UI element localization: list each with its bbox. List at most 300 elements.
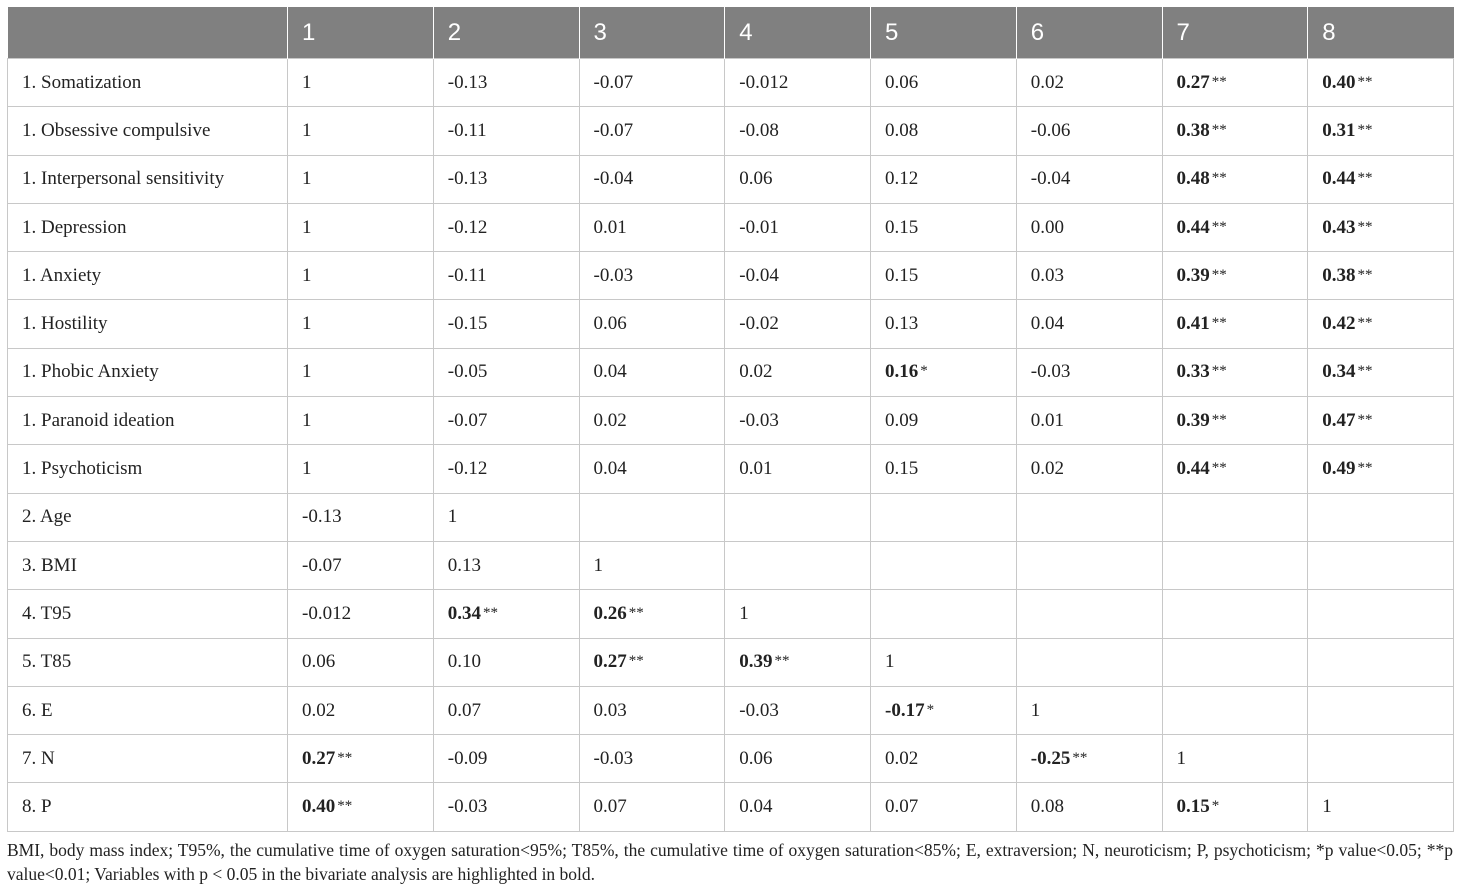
table-body (8, 59, 1454, 832)
table-footnote: BMI, body mass index; T95%, the cumulative time of oxygen saturation<95%; T85%, the cumulative time of oxygen saturation<85%; E, extraversion; N, neuroticism; P, psychoticism; *p value<0.05; **p value<0.01; Variables with p < 0.05 in the bivariate analysis are highlighted in bold. (7, 840, 1453, 884)
header-cell-col-4: 4 (725, 7, 871, 59)
cell-value: -0.06 (1030, 119, 1071, 141)
table-cell (1162, 300, 1308, 348)
cell-value: 0.34 (1322, 361, 1356, 383)
table-cell (433, 541, 579, 589)
significance-marker: ** (774, 653, 790, 670)
significance-marker: ** (483, 604, 498, 621)
cell-value: 0.12 (885, 168, 919, 190)
cell-value: 0.15 (885, 216, 919, 238)
table-cell (288, 590, 434, 638)
cell-value: -0.07 (302, 554, 342, 576)
row-label: 1. Depression (8, 203, 288, 251)
row-label: 6. E (8, 686, 288, 734)
table-cell (1308, 59, 1454, 107)
cell-value: 0.02 (1030, 458, 1064, 480)
table-cell (871, 59, 1017, 107)
cell-value: -0.012 (302, 602, 352, 624)
row-label: 8. P (8, 783, 288, 831)
cell-value: 0.04 (593, 361, 627, 383)
cell-value: 0.38 (1176, 119, 1210, 141)
table-cell (871, 348, 1017, 396)
table-cell (433, 686, 579, 734)
cell-value: -0.12 (447, 458, 488, 480)
cell-value: 1 (302, 313, 312, 335)
cell-value: 1 (302, 264, 312, 286)
table-cell (579, 107, 725, 155)
cell-value: -0.04 (593, 168, 634, 190)
cell-value: 0.09 (885, 409, 919, 431)
cell-value: -0.13 (447, 168, 488, 190)
table-cell (871, 783, 1017, 831)
table-row (8, 397, 1454, 445)
cell-value: -0.17 (885, 699, 925, 721)
significance-marker: ** (1357, 411, 1373, 428)
row-label: 1. Paranoid ideation (8, 397, 288, 445)
table-cell (1162, 203, 1308, 251)
row-label: 1. Obsessive compulsive (8, 107, 288, 155)
table-cell (288, 155, 434, 203)
table-cell (725, 493, 871, 541)
significance-marker: ** (1357, 170, 1373, 187)
table-cell (1308, 590, 1454, 638)
table-cell (1308, 300, 1454, 348)
cell-value: 0.07 (593, 796, 627, 818)
cell-value: 1 (1176, 747, 1186, 769)
table-cell (1016, 590, 1162, 638)
significance-marker: ** (1211, 170, 1227, 187)
header-cell-col-8: 8 (1308, 7, 1454, 59)
cell-value: -0.03 (593, 747, 634, 769)
table-cell (871, 686, 1017, 734)
cell-value: 0.15 (1176, 796, 1210, 818)
cell-value: 0.04 (1030, 313, 1064, 335)
table-cell (579, 252, 725, 300)
table-row (8, 638, 1454, 686)
row-label: 1. Psychoticism (8, 445, 288, 493)
table-cell (579, 638, 725, 686)
table-cell (433, 735, 579, 783)
significance-marker: ** (1357, 315, 1373, 332)
cell-value: 1 (447, 506, 458, 528)
cell-value: -0.13 (447, 71, 488, 93)
header-cell-col-5: 5 (871, 7, 1017, 59)
table-cell (579, 397, 725, 445)
table-cell (1016, 252, 1162, 300)
cell-value: 0.44 (1176, 458, 1210, 480)
table-cell (1016, 493, 1162, 541)
cell-value: 0.27 (593, 651, 627, 673)
table-cell (1016, 397, 1162, 445)
table-cell (1308, 252, 1454, 300)
cell-value: 1 (302, 361, 312, 383)
table-cell (579, 59, 725, 107)
table-cell (288, 783, 434, 831)
table-cell (288, 686, 434, 734)
table-cell (579, 300, 725, 348)
cell-value: -0.03 (593, 264, 634, 286)
table-cell (871, 445, 1017, 493)
significance-marker: * (1211, 798, 1220, 815)
cell-value: 0.42 (1322, 313, 1356, 335)
table-row (8, 203, 1454, 251)
table-cell (725, 686, 871, 734)
table-cell (725, 300, 871, 348)
table-cell (1308, 783, 1454, 831)
table-row (8, 493, 1454, 541)
table-cell (1308, 445, 1454, 493)
cell-value: -0.03 (447, 796, 488, 818)
cell-value: 1 (1322, 796, 1332, 818)
table-cell (433, 300, 579, 348)
cell-value: -0.13 (302, 506, 342, 528)
significance-marker: ** (1357, 363, 1373, 380)
cell-value: 0.01 (593, 216, 627, 238)
table-cell (433, 783, 579, 831)
table-cell (871, 252, 1017, 300)
table-cell (288, 252, 434, 300)
table-cell (1308, 493, 1454, 541)
cell-value: 0.39 (1176, 409, 1210, 431)
significance-marker: ** (628, 653, 644, 670)
significance-marker: ** (1357, 73, 1373, 90)
cell-value: 1 (302, 409, 312, 431)
table-cell (871, 590, 1017, 638)
cell-value: 0.27 (302, 747, 336, 769)
table-cell (725, 203, 871, 251)
cell-value: 0.15 (885, 264, 919, 286)
cell-value: 0.02 (593, 409, 627, 431)
cell-value: 0.16 (885, 361, 919, 383)
cell-value: 0.03 (1030, 264, 1064, 286)
cell-value: 0.07 (447, 699, 481, 721)
table-row (8, 348, 1454, 396)
table-cell (579, 155, 725, 203)
table-cell (433, 155, 579, 203)
significance-marker: ** (1211, 363, 1227, 380)
cell-value: -0.11 (447, 119, 487, 141)
cell-value: 0.08 (885, 119, 919, 141)
table-cell (433, 252, 579, 300)
cell-value: 0.44 (1176, 216, 1210, 238)
significance-marker: ** (1211, 73, 1227, 90)
cell-value: 0.39 (1176, 264, 1210, 286)
table-cell (1308, 155, 1454, 203)
table-header (8, 7, 1454, 59)
cell-value: 0.04 (739, 796, 773, 818)
significance-marker: ** (1211, 121, 1227, 138)
header-cell-col-2: 2 (433, 7, 579, 59)
table-cell (1016, 735, 1162, 783)
significance-marker: ** (1211, 315, 1227, 332)
table-cell (1016, 203, 1162, 251)
cell-value: -0.03 (1030, 361, 1071, 383)
table-cell (1162, 541, 1308, 589)
cell-value: 1 (302, 168, 312, 190)
cell-value: -0.02 (739, 313, 779, 335)
table-row (8, 155, 1454, 203)
table-row (8, 541, 1454, 589)
table-cell (1016, 155, 1162, 203)
table-cell (871, 493, 1017, 541)
correlation-table-container (7, 7, 1453, 832)
cell-value: 1 (302, 71, 312, 93)
cell-value: 1 (593, 554, 603, 576)
table-cell (1162, 348, 1308, 396)
table-cell (1162, 59, 1308, 107)
table-cell (579, 735, 725, 783)
correlation-table (7, 7, 1454, 832)
row-label: 1. Anxiety (8, 252, 288, 300)
cell-value: -0.07 (593, 71, 634, 93)
cell-value: 0.44 (1322, 168, 1356, 190)
table-cell (288, 735, 434, 783)
row-label: 1. Somatization (8, 59, 288, 107)
cell-value: 0.40 (1322, 71, 1356, 93)
header-row (8, 7, 1454, 59)
table-row (8, 59, 1454, 107)
table-cell (725, 397, 871, 445)
cell-value: 0.01 (1030, 409, 1064, 431)
cell-value: 1 (302, 216, 312, 238)
table-cell (1308, 686, 1454, 734)
table-cell (725, 783, 871, 831)
table-cell (871, 203, 1017, 251)
table-cell (288, 300, 434, 348)
table-cell (871, 300, 1017, 348)
table-cell (1162, 493, 1308, 541)
table-row (8, 735, 1454, 783)
significance-marker: * (926, 701, 935, 718)
cell-value: -0.012 (739, 71, 789, 93)
row-label: 5. T85 (8, 638, 288, 686)
table-cell (871, 541, 1017, 589)
table-cell (1308, 203, 1454, 251)
table-cell (725, 590, 871, 638)
table-cell (579, 493, 725, 541)
significance-marker: ** (1357, 266, 1373, 283)
table-cell (1162, 686, 1308, 734)
cell-value: 0.00 (1030, 216, 1064, 238)
table-cell (1162, 735, 1308, 783)
significance-marker: ** (628, 604, 644, 621)
cell-value: 0.38 (1322, 264, 1356, 286)
table-cell (433, 348, 579, 396)
significance-marker: ** (337, 749, 353, 766)
table-cell (1016, 300, 1162, 348)
cell-value: 0.15 (885, 458, 919, 480)
row-label: 3. BMI (8, 541, 288, 589)
table-cell (288, 445, 434, 493)
table-row (8, 783, 1454, 831)
cell-value: 0.27 (1176, 71, 1210, 93)
table-cell (1016, 638, 1162, 686)
row-label: 1. Interpersonal sensitivity (8, 155, 288, 203)
table-cell (1016, 445, 1162, 493)
table-row (8, 445, 1454, 493)
table-cell (1162, 783, 1308, 831)
cell-value: 1 (1030, 699, 1041, 721)
cell-value: 0.02 (302, 699, 336, 721)
cell-value: -0.04 (1030, 168, 1071, 190)
table-cell (1308, 638, 1454, 686)
cell-value: 0.40 (302, 796, 336, 818)
table-cell (579, 348, 725, 396)
cell-value: -0.11 (447, 264, 487, 286)
cell-value: 0.02 (739, 361, 773, 383)
row-label: 1. Phobic Anxiety (8, 348, 288, 396)
cell-value: 1 (302, 458, 312, 480)
table-cell (725, 348, 871, 396)
cell-value: 0.02 (1030, 71, 1064, 93)
table-cell (725, 59, 871, 107)
cell-value: 0.08 (1030, 796, 1064, 818)
cell-value: 0.13 (885, 313, 919, 335)
cell-value: 1 (885, 651, 895, 673)
significance-marker: ** (1357, 121, 1373, 138)
table-cell (433, 59, 579, 107)
table-cell (579, 783, 725, 831)
cell-value: -0.15 (447, 313, 488, 335)
table-cell (1162, 638, 1308, 686)
table-cell (1016, 59, 1162, 107)
table-cell (579, 203, 725, 251)
cell-value: 0.06 (739, 168, 773, 190)
cell-value: 0.07 (885, 796, 919, 818)
cell-value: -0.04 (739, 264, 779, 286)
cell-value: 0.43 (1322, 216, 1356, 238)
table-cell (1162, 155, 1308, 203)
cell-value: 1 (302, 119, 312, 141)
significance-marker: ** (1357, 218, 1373, 235)
table-row (8, 252, 1454, 300)
table-cell (1162, 590, 1308, 638)
cell-value: -0.07 (447, 409, 488, 431)
table-cell (725, 107, 871, 155)
table-cell (579, 445, 725, 493)
table-cell (871, 107, 1017, 155)
cell-value: -0.08 (739, 119, 779, 141)
significance-marker: * (920, 363, 928, 380)
row-label: 7. N (8, 735, 288, 783)
table-cell (433, 638, 579, 686)
table-cell (1162, 252, 1308, 300)
header-cell-blank (8, 7, 288, 59)
table-cell (725, 735, 871, 783)
cell-value: 1 (739, 602, 749, 624)
significance-marker: ** (1211, 411, 1227, 428)
header-cell-col-3: 3 (579, 7, 725, 59)
table-cell (288, 203, 434, 251)
table-cell (288, 638, 434, 686)
cell-value: 0.10 (447, 651, 481, 673)
cell-value: -0.03 (739, 699, 779, 721)
table-cell (433, 445, 579, 493)
table-cell (1162, 397, 1308, 445)
table-cell (725, 541, 871, 589)
cell-value: 0.06 (593, 313, 627, 335)
cell-value: 0.33 (1176, 361, 1210, 383)
table-cell (433, 107, 579, 155)
table-cell (725, 638, 871, 686)
table-cell (1308, 348, 1454, 396)
table-cell (871, 155, 1017, 203)
header-cell-col-7: 7 (1162, 7, 1308, 59)
table-cell (1308, 397, 1454, 445)
table-cell (725, 252, 871, 300)
cell-value: -0.01 (739, 216, 779, 238)
cell-value: -0.05 (447, 361, 488, 383)
cell-value: 0.06 (739, 747, 773, 769)
cell-value: 0.01 (739, 458, 773, 480)
table-row (8, 686, 1454, 734)
significance-marker: ** (1072, 749, 1088, 766)
table-cell (433, 397, 579, 445)
cell-value: 0.04 (593, 458, 627, 480)
cell-value: 0.31 (1322, 119, 1356, 141)
table-cell (1016, 686, 1162, 734)
table-row (8, 590, 1454, 638)
table-cell (288, 397, 434, 445)
table-cell (1016, 783, 1162, 831)
table-cell (1162, 107, 1308, 155)
table-row (8, 300, 1454, 348)
cell-value: -0.12 (447, 216, 488, 238)
table-cell (1016, 107, 1162, 155)
table-cell (1016, 541, 1162, 589)
table-cell (433, 590, 579, 638)
table-cell (288, 107, 434, 155)
cell-value: 0.48 (1176, 168, 1210, 190)
significance-marker: ** (1211, 218, 1227, 235)
cell-value: 0.47 (1322, 409, 1356, 431)
cell-value: 0.41 (1176, 313, 1210, 335)
header-cell-col-1: 1 (288, 7, 434, 59)
cell-value: 0.34 (447, 602, 481, 624)
table-cell (1016, 348, 1162, 396)
table-cell (288, 59, 434, 107)
table-cell (1308, 735, 1454, 783)
table-cell (433, 493, 579, 541)
significance-marker: ** (1211, 266, 1227, 283)
row-label: 1. Hostility (8, 300, 288, 348)
table-cell (288, 541, 434, 589)
table-cell (288, 348, 434, 396)
table-row (8, 107, 1454, 155)
table-cell (288, 493, 434, 541)
significance-marker: ** (1211, 460, 1227, 477)
table-cell (725, 445, 871, 493)
cell-value: -0.09 (447, 747, 488, 769)
cell-value: 0.06 (302, 651, 336, 673)
table-cell (579, 686, 725, 734)
cell-value: 0.06 (885, 71, 919, 93)
cell-value: 0.26 (593, 602, 627, 624)
row-label: 2. Age (8, 493, 288, 541)
cell-value: 0.49 (1322, 458, 1356, 480)
cell-value: -0.25 (1030, 747, 1071, 769)
table-cell (579, 590, 725, 638)
significance-marker: ** (1357, 460, 1373, 477)
cell-value: -0.07 (593, 119, 634, 141)
cell-value: 0.13 (447, 554, 481, 576)
table-cell (1162, 445, 1308, 493)
cell-value: 0.39 (739, 651, 773, 673)
significance-marker: ** (337, 798, 353, 815)
header-cell-col-6: 6 (1016, 7, 1162, 59)
cell-value: 0.02 (885, 747, 919, 769)
row-label: 4. T95 (8, 590, 288, 638)
